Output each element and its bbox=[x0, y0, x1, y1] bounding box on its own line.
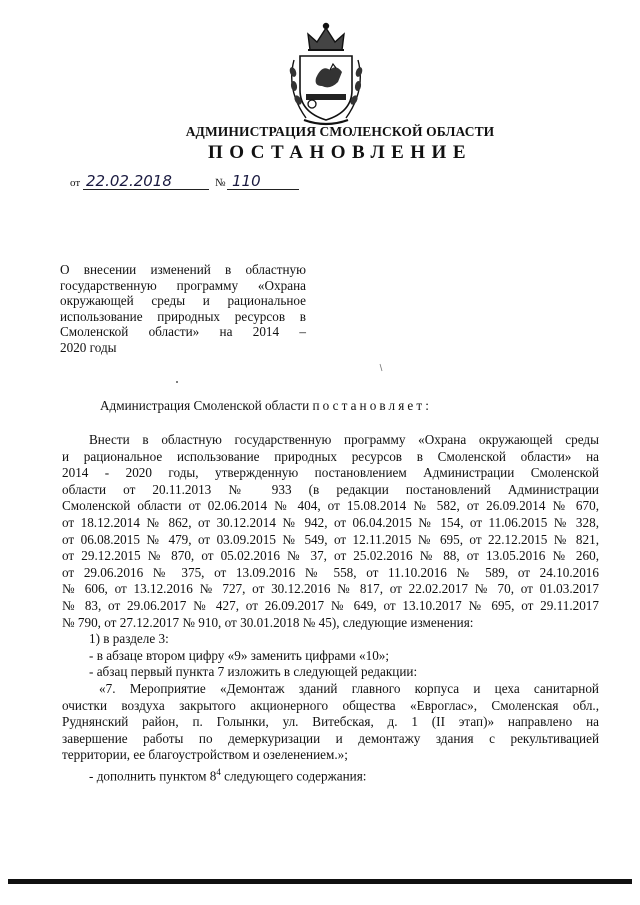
date-label: от bbox=[70, 177, 81, 189]
subject-line: государственную программу «Охрана bbox=[60, 277, 306, 293]
body-line: - абзац первый пункта 7 изложить в следующей редакции: bbox=[89, 664, 418, 680]
organization-title: АДМИНИСТРАЦИЯ СМОЛЕНСКОЙ ОБЛАСТИ bbox=[185, 124, 495, 139]
body-line: - в абзаце втором цифру «9» заменить цифрами «10»; bbox=[89, 647, 390, 663]
body-line: завершение работы по демеркуризации и демонтажу здания с рекультивацией bbox=[62, 730, 599, 746]
subject-line: 2020 годы bbox=[60, 339, 117, 355]
document-type-title: ПОСТАНОВЛЕНИЕ bbox=[207, 142, 473, 163]
date-value: 22.02.2018 bbox=[86, 172, 172, 190]
body-text-fragment: - дополнить пунктом 8 bbox=[89, 768, 217, 784]
body-line: 2014 - 2020 годы, утвержденную постановлением Администрации Смоленской bbox=[62, 465, 599, 481]
superscript-4: 4 bbox=[216, 766, 221, 777]
body-line: от 06.08.2015 № 479, от 03.09.2015 № 549, от 12.11.2015 № 695, от 22.12.2015 № 821, bbox=[62, 531, 599, 547]
body-line: Руднянский район, п. Голынки, ул. Витебская, д. 1 (II этап)» направлено на bbox=[62, 714, 599, 730]
body-line: территории, ее благоустройством и озеленением.»; bbox=[62, 747, 348, 763]
body-line: очистки воздуха закрытого акционерного общества «Евроглас», Смоленская обл., bbox=[62, 697, 599, 713]
body-line: № 83, от 29.06.2017 № 427, от 26.09.2017 № 649, от 13.10.2017 № 695, от 29.11.2017 bbox=[62, 597, 599, 613]
body-line: № 790, от 27.12.2017 № 910, от 30.01.2018 № 45), следующие изменения: bbox=[62, 614, 474, 630]
subject-line: О внесении изменений в областную bbox=[60, 262, 306, 277]
number-value: 110 bbox=[232, 172, 261, 190]
subject-line: Смоленской области» на 2014 – bbox=[60, 324, 306, 340]
body-line: от 18.12.2014 № 862, от 30.12.2014 № 942, от 06.04.2015 № 154, от 11.06.2015 № 328, bbox=[62, 514, 599, 530]
body-line: области от 20.11.2013 № 933 (в редакции постановлений Администрации bbox=[62, 481, 599, 497]
body-line: Внести в областную государственную программу «Охрана окружающей среды bbox=[89, 432, 599, 447]
subject-line: использование природных ресурсов в bbox=[60, 308, 306, 324]
page-bottom-rule bbox=[8, 879, 632, 884]
body-text-fragment: следующего содержания: bbox=[220, 768, 367, 784]
number-label: № bbox=[215, 177, 226, 189]
body-line: Смоленской области от 02.06.2014 № 404, от 15.08.2014 № 582, от 26.09.2014 № 670, bbox=[62, 498, 599, 514]
body-line: и рациональное использование природных ресурсов в Смоленской области» на bbox=[62, 448, 599, 464]
body-line: от 29.06.2016 № 375, от 13.09.2016 № 558, от 11.10.2016 № 589, от 24.10.2016 bbox=[62, 564, 599, 580]
body-line: «7. Мероприятие «Демонтаж зданий главного корпуса и цеха санитарной bbox=[99, 680, 599, 696]
body-line: от 29.12.2015 № 870, от 05.02.2016 № 37, от 25.02.2016 № 88, от 13.05.2016 № 260, bbox=[62, 548, 599, 564]
body-line: № 606, от 13.12.2016 № 727, от 30.12.2016 № 817, от 22.02.2017 № 70, от 01.03.2017 bbox=[62, 581, 599, 597]
decree-prefix: Администрация Смоленской области bbox=[100, 398, 310, 413]
body-line: 1) в разделе 3: bbox=[89, 631, 169, 647]
decree-word: постановляет: bbox=[312, 398, 432, 413]
subject-line: окружающей среды и рациональное bbox=[60, 293, 306, 309]
